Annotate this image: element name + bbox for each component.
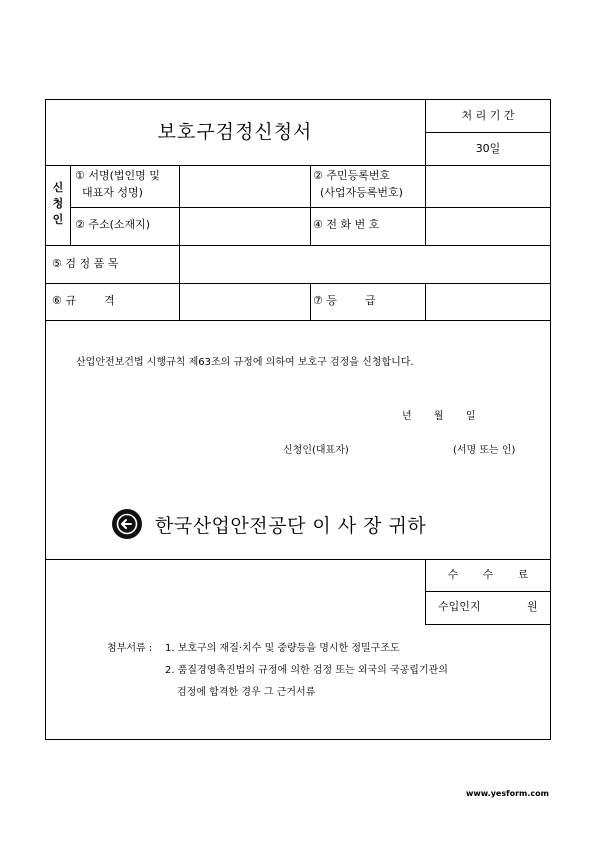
address-label: ② 주소(소재지)	[75, 218, 151, 231]
divider	[425, 624, 551, 625]
spec-label: ⑥ 규 격	[52, 294, 115, 307]
footer-url[interactable]: www.yesform.com	[466, 789, 549, 798]
address-field[interactable]	[181, 209, 308, 243]
id-label: ② 주민등록번호	[313, 169, 391, 182]
divider	[310, 283, 311, 320]
divider	[45, 283, 551, 284]
divider	[45, 165, 551, 166]
fee-stamp-label: 수입인지	[438, 600, 481, 613]
applicant-label: 신청인	[52, 181, 64, 226]
applicant-sign-label: 신청인(대표자)	[283, 445, 349, 456]
fee-unit: 원	[527, 600, 538, 613]
divider	[70, 207, 551, 208]
phone-label: ④ 전 화 번 호	[313, 218, 380, 231]
name-label-2: 대표자 성명)	[82, 186, 143, 199]
agency-logo-icon	[112, 509, 142, 539]
divider	[425, 283, 426, 320]
form-title: 보호구검정신청서	[157, 121, 313, 143]
phone-field[interactable]	[427, 209, 549, 243]
id-label-2: (사업자등록번호)	[320, 186, 403, 199]
divider	[70, 165, 71, 245]
attachment-item: 1. 보호구의 재질·치수 및 중량등을 명시한 정밀구조도	[165, 643, 400, 654]
statement-text: 산업안전보건법 시행규칙 제63조의 규정에 의하여 보호구 검정을 신청합니다.	[76, 357, 414, 368]
item-label: ⑤ 검 정 품 목	[52, 257, 119, 270]
grade-field[interactable]	[427, 285, 549, 318]
divider	[310, 165, 311, 245]
processing-value: 30일	[475, 142, 501, 155]
sign-hint: (서명 또는 인)	[453, 445, 516, 456]
name-field[interactable]	[181, 167, 308, 205]
divider	[425, 132, 551, 133]
divider	[179, 165, 180, 320]
grade-label: ⑦ 등 급	[313, 294, 376, 307]
divider	[45, 559, 551, 560]
item-field[interactable]	[181, 247, 549, 281]
attachment-item: 검정에 합격한 경우 그 근거서류	[177, 687, 316, 698]
id-field[interactable]	[427, 167, 549, 205]
divider	[425, 165, 426, 245]
spec-field[interactable]	[181, 285, 308, 318]
divider	[425, 591, 551, 592]
name-label: ① 서명(법인명 및	[75, 169, 160, 182]
attachments-label: 첨부서류 :	[107, 643, 153, 654]
divider	[45, 245, 551, 246]
addressee: 한국산업안전공단 이 사 장 귀하	[155, 515, 427, 537]
processing-label: 처 리 기 간	[461, 109, 515, 122]
fee-label: 수 수 료	[447, 568, 529, 581]
attachment-item: 2. 품질경영촉진법의 규정에 의한 검정 또는 외국의 국공립기관의	[165, 665, 448, 676]
date-line: 년 월 일	[402, 411, 476, 422]
divider	[45, 320, 551, 321]
